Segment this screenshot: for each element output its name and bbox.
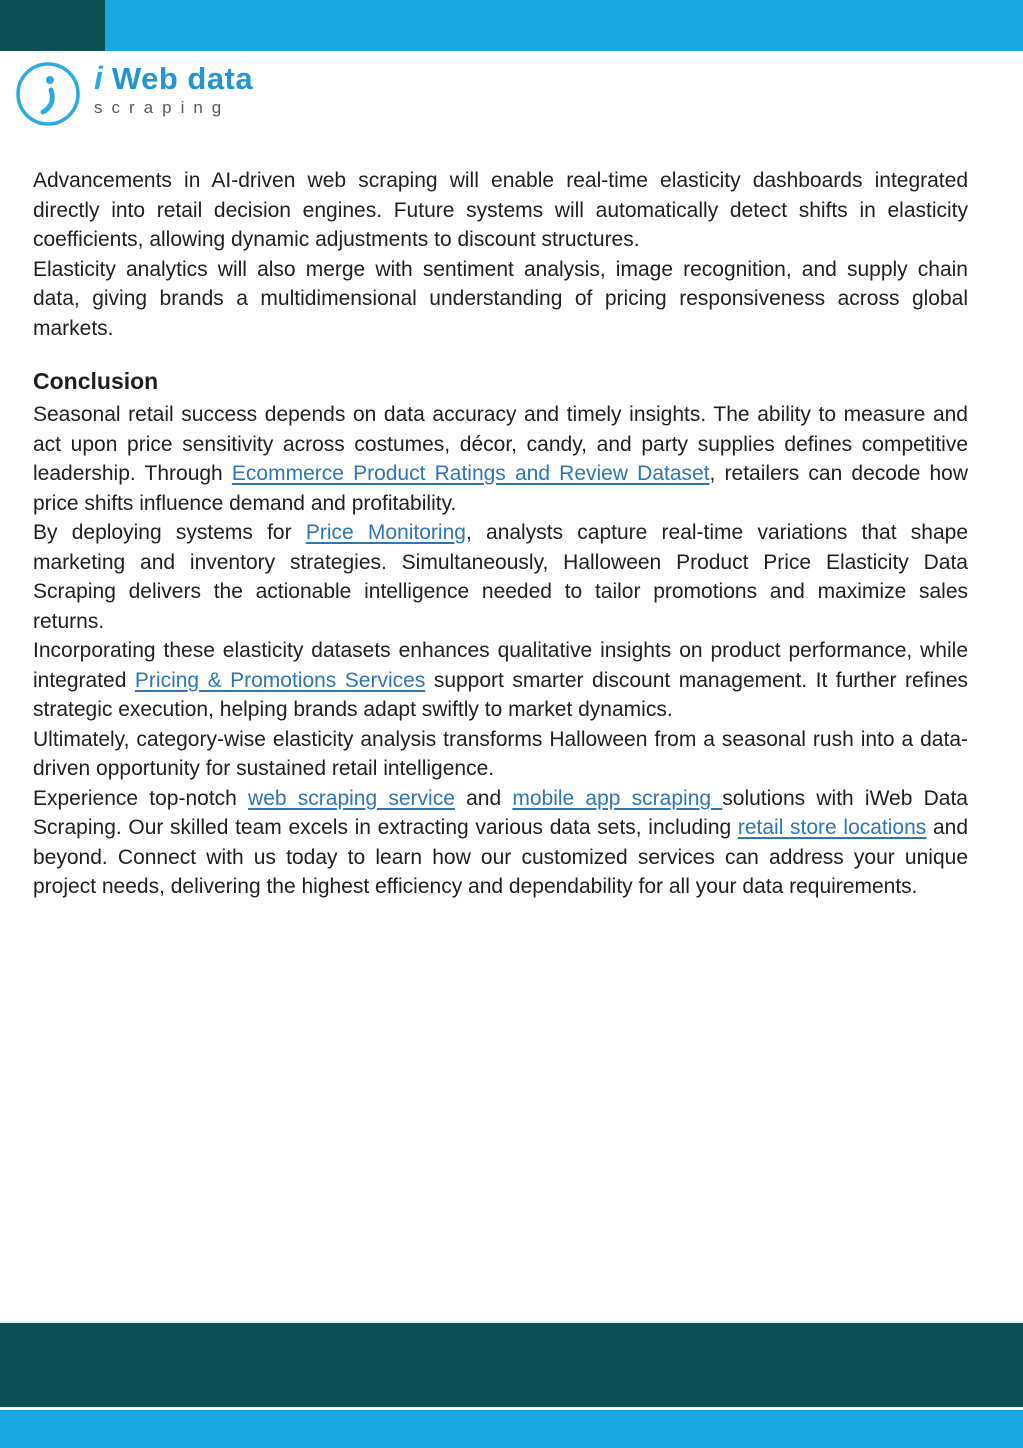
paragraph-text: , analysts capture real-time variations that shape marketing and inventory strategies. Simultaneously, Halloween Product Price Elasticity Data Scraping delivers the actionable intelligence needed to tailor promotions and maximize sales returns. (33, 521, 969, 633)
paragraph-text: , retailers can decode how price shifts influence demand and profitability. (33, 462, 968, 515)
link-ecommerce-product-ratings-and-review-dataset[interactable]: Ecommerce Product Ratings and Review Dataset (231, 462, 710, 485)
paragraph-text: Seasonal retail success depends on data accuracy and timely insights. The ability to measure and act upon price sensitivity across costumes, décor, candy, and party supplies defines competitive leadership. Through (33, 403, 968, 485)
paragraph (33, 166, 968, 255)
paragraph (33, 636, 968, 725)
paragraph-text: Advancements in AI-driven web scraping will enable real-time elasticity dashboards integrated directly into retail decision engines. Future systems will automatically detect shifts in elasticity coefficients, allowing dynamic adjustments to discount structures. (33, 169, 968, 251)
footer-blue-bar (0, 1410, 1023, 1448)
link-pricing-and-promotions-services[interactable]: Pricing & Promotions Services (134, 668, 426, 692)
footer-teal-bar (0, 1323, 1023, 1407)
conclusion-heading: Conclusion (33, 368, 159, 394)
article-body (33, 160, 968, 902)
paragraph (33, 784, 968, 902)
link-retail-store-locations[interactable]: retail store locations (737, 816, 927, 839)
header-teal-block (0, 0, 105, 51)
logo-letter-i: i (94, 60, 103, 96)
logo-title (94, 62, 253, 94)
paragraph-text: solutions with iWeb Data Scraping. Our skilled team excels in extracting various data sets, including (33, 786, 968, 839)
paragraph-text: By deploying systems for (33, 521, 306, 544)
paragraph-text: Experience top-notch (33, 786, 249, 810)
paragraph-text: Elasticity analytics will also merge with sentiment analysis, image recognition, and supply chain data, giving brands a multidimensional understanding of pricing responsiveness across global markets. (33, 257, 968, 340)
iweb-data-scraping-logo (14, 58, 253, 130)
paragraph (33, 255, 968, 344)
paragraph-text: Ultimately, category-wise elasticity analysis transforms Halloween from a seasonal rush into a data-driven opportunity for sustained retail intelligence. (33, 727, 968, 780)
link-web-scraping-service[interactable]: web scraping service (248, 786, 455, 810)
paragraph (33, 725, 968, 784)
logo-name: Web data (111, 61, 254, 96)
paragraph-text: and beyond. Connect with us today to learn how our customized services can address your unique project needs, delivering the highest efficiency and dependability for all your data requirements. (33, 816, 969, 898)
link-price-monitoring[interactable]: Price Monitoring (305, 521, 466, 544)
paragraph (33, 400, 968, 518)
header-blue-bar (105, 0, 1023, 51)
paragraph-text: Incorporating these elasticity datasets enhances qualitative insights on product performance, while integrated (33, 639, 968, 692)
paragraph (33, 518, 968, 636)
logo-subtitle: scraping (94, 98, 231, 117)
link-mobile-app-scraping[interactable]: mobile app scraping (512, 786, 723, 810)
paragraph-text: support smarter discount management. It further refines strategic execution, helping brands adapt swiftly to market dynamics. (33, 668, 969, 721)
paragraph-text: and (454, 786, 513, 810)
logo-text (94, 58, 253, 116)
conclusion-paragraphs (33, 400, 968, 902)
intro-paragraphs (33, 166, 968, 343)
logo-circle-j-icon (14, 58, 84, 130)
